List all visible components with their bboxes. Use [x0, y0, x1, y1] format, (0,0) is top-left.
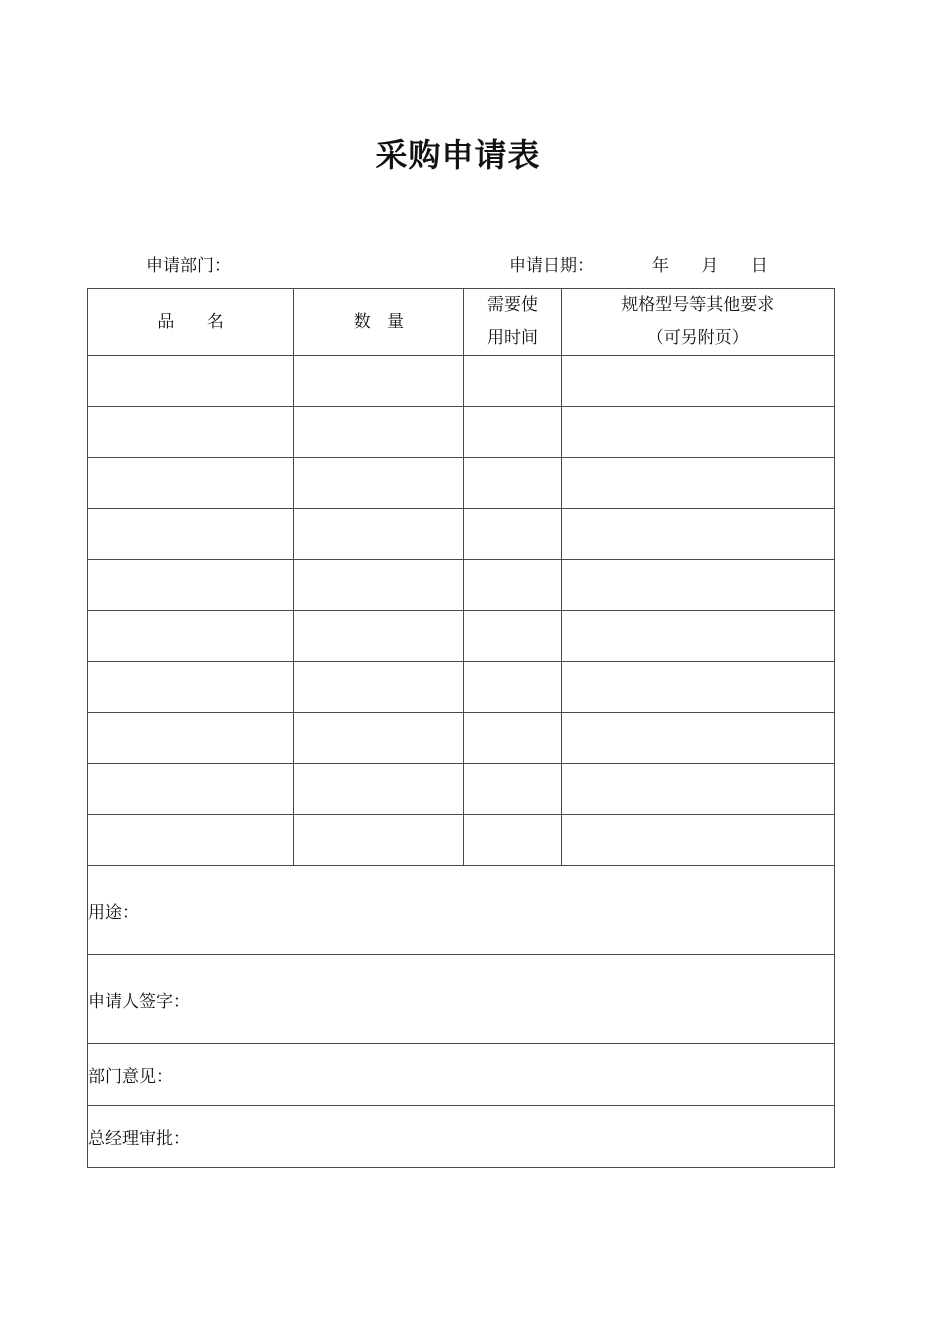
required-time-cell[interactable]	[464, 509, 561, 560]
quantity-cell[interactable]	[294, 407, 464, 458]
required-time-cell[interactable]	[464, 458, 561, 509]
table-row	[88, 662, 835, 713]
item-name-cell[interactable]	[88, 662, 294, 713]
item-name-cell[interactable]	[88, 407, 294, 458]
table-row	[88, 560, 835, 611]
table-row	[88, 713, 835, 764]
page-title: 采购申请表	[375, 136, 541, 174]
required-time-cell[interactable]	[464, 560, 561, 611]
purchase-form-table	[87, 288, 835, 1168]
gm-approval-field[interactable]	[88, 1106, 835, 1168]
date-label: 申请日期：	[509, 256, 594, 276]
quantity-cell[interactable]	[294, 611, 464, 662]
quantity-cell[interactable]	[294, 356, 464, 407]
table-row	[88, 815, 835, 866]
specifications-cell[interactable]	[561, 713, 834, 764]
applicant-signature-row	[88, 955, 835, 1044]
department-opinion-label: 部门意见：	[88, 1067, 173, 1087]
required-time-cell[interactable]	[464, 611, 561, 662]
purpose-row	[88, 866, 835, 955]
specifications-cell[interactable]	[561, 611, 834, 662]
item-name-cell[interactable]	[88, 356, 294, 407]
item-name-cell[interactable]	[88, 509, 294, 560]
purpose-label: 用途：	[88, 902, 139, 923]
quantity-cell[interactable]	[294, 713, 464, 764]
quantity-cell[interactable]	[294, 509, 464, 560]
specifications-cell[interactable]	[561, 458, 834, 509]
quantity-cell[interactable]	[294, 560, 464, 611]
required-time-cell[interactable]	[464, 356, 561, 407]
quantity-cell[interactable]	[294, 662, 464, 713]
table-row	[88, 764, 835, 815]
department-opinion-row	[88, 1044, 835, 1106]
specifications-cell[interactable]	[561, 407, 834, 458]
gm-approval-label: 总经理审批：	[88, 1129, 190, 1149]
specifications-cell[interactable]	[561, 662, 834, 713]
item-name-cell[interactable]	[88, 458, 294, 509]
header-item-name: 品 名	[88, 289, 294, 356]
applicant-signature-field[interactable]	[88, 955, 835, 1044]
quantity-cell[interactable]	[294, 815, 464, 866]
department-opinion-field[interactable]	[88, 1044, 835, 1106]
table-row	[88, 458, 835, 509]
header-quantity: 数 量	[294, 289, 464, 356]
header-specifications-line1: 规格型号等其他要求	[621, 295, 775, 315]
item-name-cell[interactable]	[88, 815, 294, 866]
item-name-cell[interactable]	[88, 713, 294, 764]
applicant-signature-label: 申请人签字：	[88, 991, 190, 1012]
required-time-cell[interactable]	[464, 713, 561, 764]
header-required-time-line1: 需要使	[487, 295, 539, 315]
quantity-cell[interactable]	[294, 458, 464, 509]
table-row	[88, 356, 835, 407]
department-label: 申请部门：	[146, 256, 231, 276]
required-time-cell[interactable]	[464, 662, 561, 713]
header-required-time	[464, 289, 561, 356]
header-specifications	[561, 289, 834, 356]
specifications-cell[interactable]	[561, 764, 834, 815]
specifications-cell[interactable]	[561, 356, 834, 407]
date-ymd-field: 年 月 日	[652, 256, 768, 276]
purpose-field[interactable]	[88, 866, 835, 955]
header-row	[88, 289, 835, 356]
specifications-cell[interactable]	[561, 815, 834, 866]
item-name-cell[interactable]	[88, 764, 294, 815]
required-time-cell[interactable]	[464, 407, 561, 458]
table-row	[88, 509, 835, 560]
header-required-time-line2: 用时间	[487, 328, 539, 348]
table-row	[88, 611, 835, 662]
header-specifications-line2: （可另附页）	[646, 328, 749, 348]
table-row	[88, 407, 835, 458]
item-name-cell[interactable]	[88, 560, 294, 611]
gm-approval-row	[88, 1106, 835, 1168]
specifications-cell[interactable]	[561, 509, 834, 560]
quantity-cell[interactable]	[294, 764, 464, 815]
specifications-cell[interactable]	[561, 560, 834, 611]
item-name-cell[interactable]	[88, 611, 294, 662]
required-time-cell[interactable]	[464, 764, 561, 815]
required-time-cell[interactable]	[464, 815, 561, 866]
